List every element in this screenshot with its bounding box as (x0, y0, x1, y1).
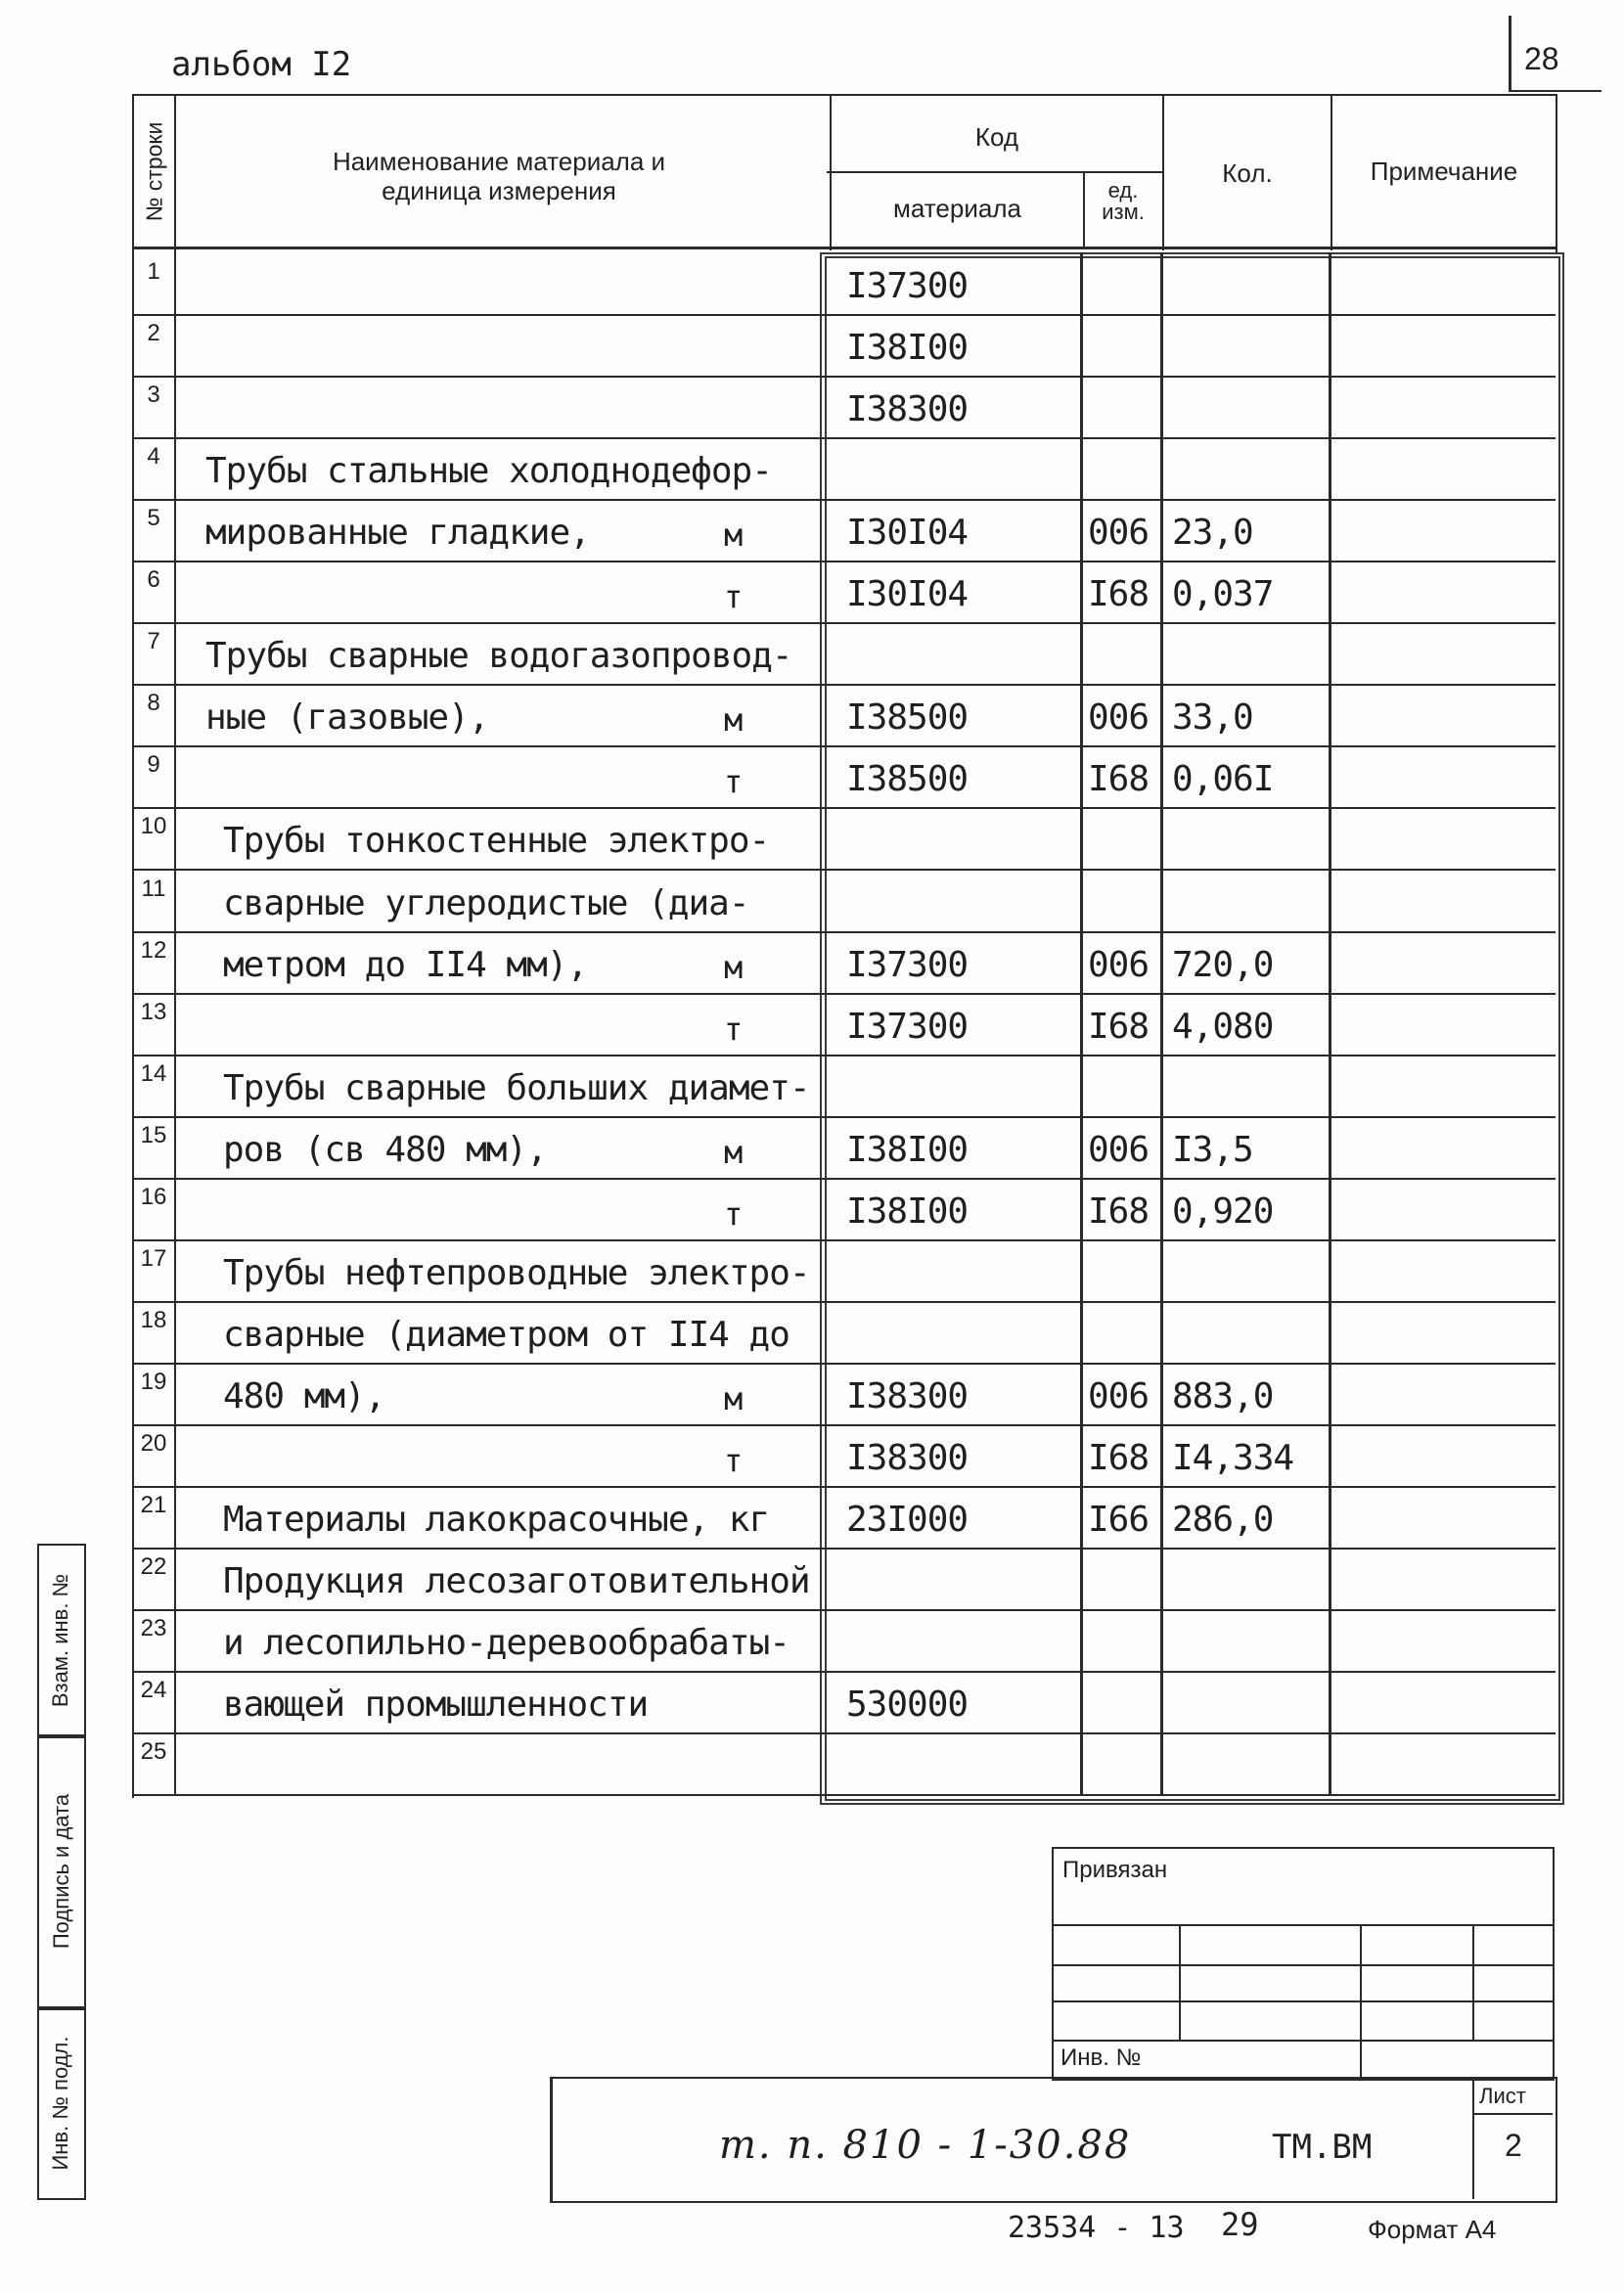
document-mark: ТМ.ВМ (1272, 2128, 1373, 2167)
material-name: ные (газовые), (205, 697, 489, 738)
material-name: мированные гладкие, (205, 513, 590, 553)
inv-no-label: Инв. № (1060, 2045, 1142, 2071)
format-label: Формат А4 (1368, 2215, 1497, 2244)
material-name: 480 мм), (223, 1376, 385, 1416)
row-number: 24 (140, 1677, 167, 1703)
quantity: I3,5 (1172, 1130, 1253, 1170)
row-number: 20 (140, 1430, 167, 1457)
material-name: метром до II4 мм), (223, 945, 588, 985)
unit-code: 006 (1088, 1376, 1150, 1416)
unit-word: м (724, 1380, 743, 1417)
unit-code: 006 (1088, 945, 1150, 985)
unit-word: т (724, 578, 743, 615)
quantity: 720,0 (1172, 945, 1274, 985)
material-code: I38500 (846, 697, 969, 738)
material-code: I30I04 (846, 574, 969, 614)
material-name: Трубы тонкостенные электро- (223, 821, 770, 861)
unit-word: м (724, 949, 743, 986)
row-number: 5 (147, 505, 160, 531)
row-number: 3 (147, 382, 160, 408)
privyazan-label: Привязан (1062, 1857, 1168, 1883)
material-name: и лесопильно-деревообрабаты- (223, 1623, 789, 1663)
row-number: 11 (141, 876, 166, 902)
material-name: Продукция лесозаготовительной (223, 1561, 810, 1601)
quantity: 4,080 (1172, 1007, 1274, 1047)
row-number-header: № строки (141, 121, 167, 222)
unit-word: м (724, 701, 743, 739)
unit-code: I66 (1088, 1500, 1150, 1540)
unit-code: I68 (1088, 759, 1150, 799)
album-label: альбом I2 (171, 45, 352, 84)
unit-word: т (724, 1442, 743, 1479)
quantity: 883,0 (1172, 1376, 1274, 1416)
material-code: I38500 (846, 759, 969, 799)
row-number: 18 (140, 1307, 167, 1333)
footer-left-number: 23534 - 13 (1008, 2211, 1185, 2245)
side-stamp-vzam: Взам. инв. № (37, 1544, 86, 1738)
quantity: 286,0 (1172, 1500, 1274, 1540)
material-code: 23I000 (846, 1500, 969, 1540)
row-number: 25 (140, 1738, 167, 1765)
row-number: 8 (147, 690, 160, 716)
side-stamp-inv: Инв. № подл. (37, 2006, 86, 2200)
unit-word: т (724, 1195, 743, 1233)
quantity: 0,06I (1172, 759, 1274, 799)
unit-code-header: ед. изм. (1102, 178, 1145, 224)
material-code: I38300 (846, 1438, 969, 1478)
row-number: 6 (147, 566, 160, 593)
unit-code: 006 (1088, 1130, 1150, 1170)
material-code: I38300 (846, 1376, 969, 1416)
row-number: 21 (140, 1492, 167, 1518)
material-name: Трубы сварные больших диамет- (223, 1068, 810, 1108)
material-code: I37300 (846, 945, 969, 985)
row-number: 2 (147, 320, 160, 346)
row-number: 23 (140, 1615, 167, 1641)
list-number: 2 (1505, 2128, 1522, 2163)
quantity: I4,334 (1172, 1438, 1294, 1478)
unit-code: 006 (1088, 697, 1150, 738)
unit-code: I68 (1088, 1438, 1150, 1478)
row-number: 16 (140, 1184, 167, 1210)
row-number: 1 (147, 258, 160, 285)
code-header: Код (974, 122, 1019, 152)
material-name: Трубы нефтепроводные электро- (223, 1253, 810, 1293)
unit-code: I68 (1088, 1007, 1150, 1047)
quantity: 0,037 (1172, 574, 1274, 614)
row-number: 7 (147, 628, 160, 654)
material-code: I37300 (846, 1007, 969, 1047)
quantity: 23,0 (1172, 513, 1253, 553)
material-code: I37300 (846, 266, 969, 306)
material-name: сварные (диаметром от II4 до (223, 1315, 789, 1355)
material-code: I38I00 (846, 328, 969, 368)
note-header: Примечание (1370, 157, 1518, 186)
material-code: I38I00 (846, 1191, 969, 1232)
material-code-header: материала (893, 194, 1021, 223)
row-number: 17 (140, 1245, 167, 1272)
footer-mid-number: 29 (1221, 2206, 1259, 2243)
material-name: Трубы сварные водогазопровод- (205, 636, 792, 676)
row-number: 19 (140, 1369, 167, 1395)
material-code: I38I00 (846, 1130, 969, 1170)
row-number: 10 (140, 813, 167, 839)
row-number: 15 (140, 1122, 167, 1148)
row-number: 13 (140, 999, 167, 1025)
row-number: 4 (147, 443, 160, 470)
unit-code: I68 (1088, 574, 1150, 614)
material-name: Материалы лакокрасочные, кг (223, 1500, 770, 1540)
row-number: 9 (147, 751, 160, 778)
list-label: Лист (1479, 2084, 1526, 2108)
row-number: 14 (140, 1060, 167, 1087)
unit-word: т (724, 1011, 743, 1048)
material-name: сварные углеродистые (диа- (223, 883, 749, 923)
qty-header: Кол. (1222, 158, 1273, 188)
name-header: Наименование материала и единица измерения (332, 147, 666, 205)
material-code: 530000 (846, 1685, 969, 1725)
page-number: 28 (1524, 41, 1559, 76)
quantity: 0,920 (1172, 1191, 1274, 1232)
material-name: Трубы стальные холоднодефор- (205, 451, 772, 491)
quantity: 33,0 (1172, 697, 1253, 738)
unit-code: I68 (1088, 1191, 1150, 1232)
material-name: вающей промышленности (223, 1685, 649, 1725)
unit-word: м (724, 517, 743, 554)
row-number: 12 (140, 937, 167, 964)
unit-word: т (724, 763, 743, 800)
material-code: I38300 (846, 389, 969, 429)
unit-word: м (724, 1134, 743, 1171)
unit-code: 006 (1088, 513, 1150, 553)
row-number: 22 (140, 1553, 167, 1580)
material-code: I30I04 (846, 513, 969, 553)
side-stamp-podpis: Подпись и дата (37, 1734, 86, 2010)
material-name: ров (св 480 мм), (223, 1130, 547, 1170)
document-code: т. п. 810 - 1-30.88 (719, 2123, 1132, 2168)
